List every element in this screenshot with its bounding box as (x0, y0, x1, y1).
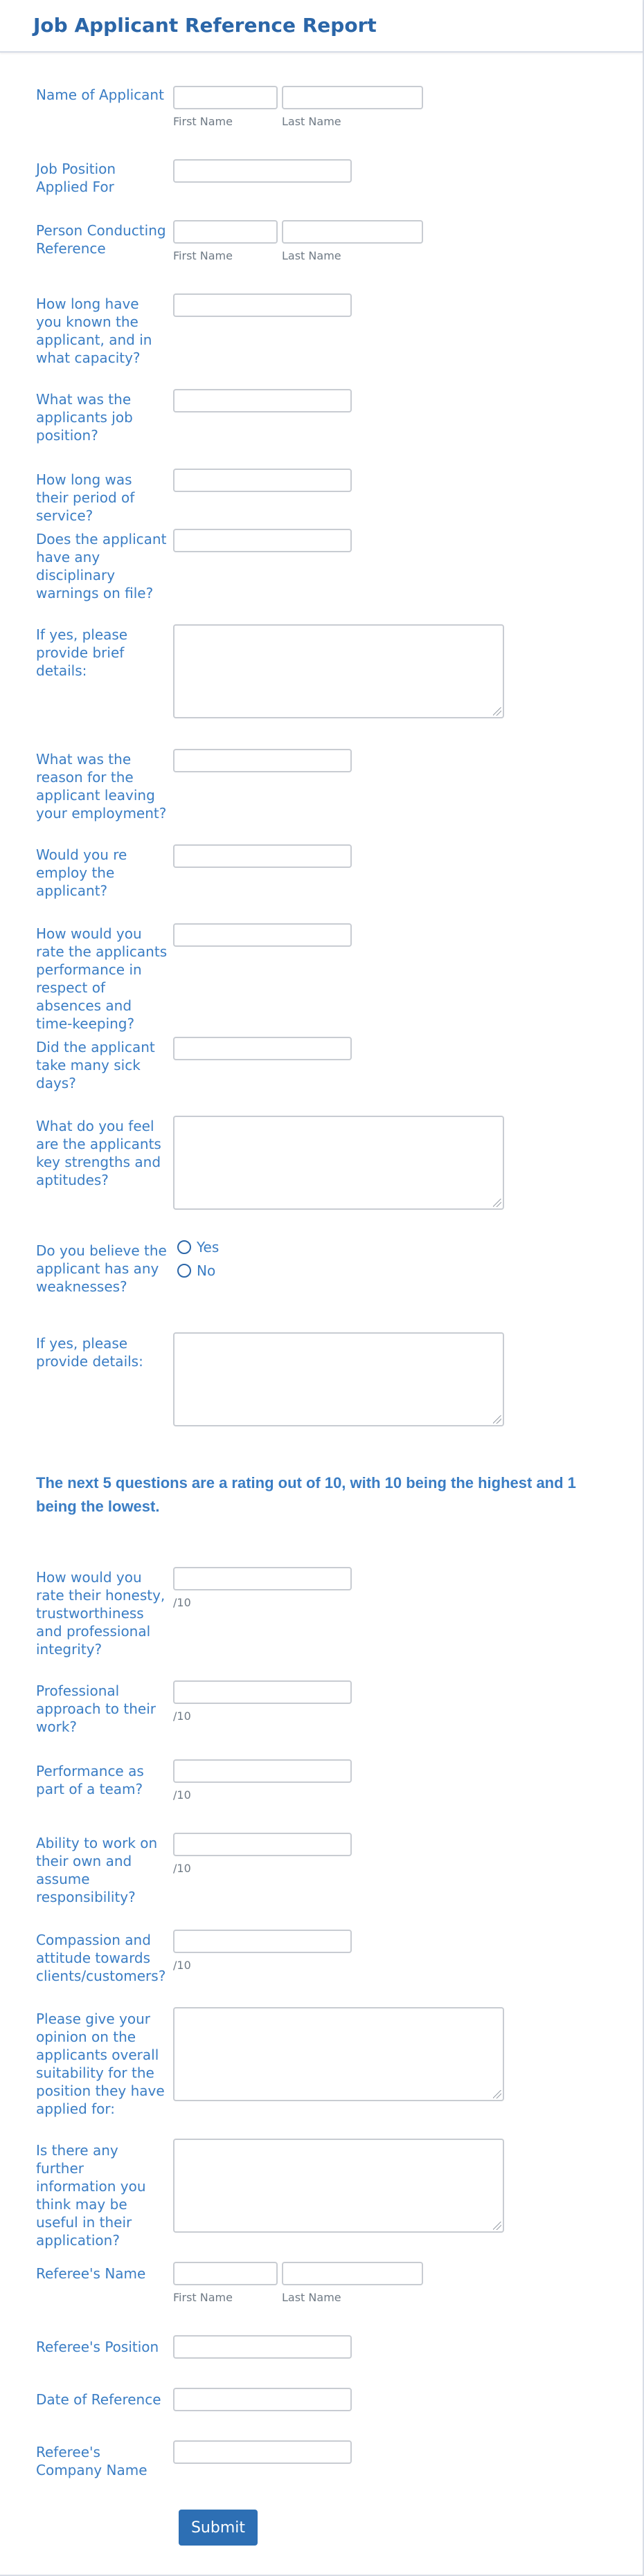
radio-yes[interactable] (177, 1240, 191, 1254)
conductor-last-name-sublabel: Last Name (282, 249, 341, 262)
radio-no-label: No (197, 1262, 216, 1279)
reference-date-label: Date of Reference (36, 2391, 161, 2408)
further-info-textarea[interactable] (173, 2139, 504, 2233)
radio-yes-label: Yes (197, 1239, 220, 1255)
applicant-first-name-input[interactable] (173, 86, 278, 109)
warnings-details-textarea[interactable] (173, 624, 504, 718)
re-employ-input[interactable] (173, 844, 352, 868)
referee-last-name-input[interactable] (282, 2262, 423, 2285)
applicant-job-position-label: What was the applicants job position? (36, 391, 133, 444)
professional-approach-label: Professional approach to their work? (36, 1682, 156, 1735)
conductor-last-name-input[interactable] (282, 220, 423, 244)
applicant-last-name-sublabel: Last Name (282, 115, 341, 128)
compassion-label: Compassion and attitude towards clients/customers? (36, 1932, 166, 1984)
weaknesses-details-label: If yes, please provide details: (36, 1335, 143, 1370)
job-position-label: Job Position Applied For (36, 161, 116, 195)
referee-company-input[interactable] (173, 2440, 352, 2464)
disciplinary-warnings-input[interactable] (173, 529, 352, 552)
person-conducting-label: Person Conducting Reference (36, 222, 166, 257)
honesty-out-of-ten: /10 (173, 1596, 191, 1609)
job-position-input[interactable] (173, 159, 352, 183)
reference-date-input[interactable] (173, 2388, 352, 2411)
professional-approach-out-of-ten: /10 (173, 1709, 191, 1723)
honesty-label: How would you rate their honesty, trustworthiness and professional integrity? (36, 1569, 166, 1658)
referee-position-input[interactable] (173, 2335, 352, 2359)
warnings-details-label: If yes, please provide brief details: (36, 626, 128, 679)
referee-first-name-sublabel: First Name (173, 2291, 233, 2304)
page-title: Job Applicant Reference Report (33, 14, 377, 37)
resize-grip-icon[interactable] (493, 1199, 501, 1207)
applicant-name-label: Name of Applicant (36, 87, 164, 103)
applicant-last-name-input[interactable] (282, 86, 423, 109)
disciplinary-warnings-label: Does the applicant have any disciplinary warnings on file? (36, 531, 167, 601)
resize-grip-icon[interactable] (493, 1415, 501, 1424)
form-header (0, 0, 643, 53)
absences-rating-label: How would you rate the applicants performance in respect of absences and time-keeping? (36, 925, 168, 1032)
sick-days-input[interactable] (173, 1037, 352, 1060)
team-performance-out-of-ten: /10 (173, 1788, 191, 1802)
applicant-first-name-sublabel: First Name (173, 115, 233, 128)
referee-position-label: Referee's Position (36, 2339, 159, 2355)
professional-approach-input[interactable] (173, 1680, 352, 1704)
radio-no[interactable] (177, 1264, 191, 1278)
weakness-no-option[interactable] (177, 1262, 215, 1280)
referee-last-name-sublabel: Last Name (282, 2291, 341, 2304)
work-alone-out-of-ten: /10 (173, 1862, 191, 1875)
work-alone-input[interactable] (173, 1833, 352, 1856)
resize-grip-icon[interactable] (493, 2222, 501, 2230)
re-employ-label: Would you re employ the applicant? (36, 846, 127, 899)
sick-days-label: Did the applicant take many sick days? (36, 1039, 155, 1091)
reason-leaving-input[interactable] (173, 749, 352, 772)
applicant-job-position-input[interactable] (173, 389, 352, 412)
period-of-service-input[interactable] (173, 469, 352, 492)
conductor-first-name-input[interactable] (173, 220, 278, 244)
rating-notice: The next 5 questions are a rating out of 10, with 10 being the highest and 1 being the lowest. (36, 1474, 576, 1515)
resize-grip-icon[interactable] (493, 2090, 501, 2098)
submit-button[interactable]: Submit (179, 2510, 258, 2546)
weaknesses-details-textarea[interactable] (173, 1332, 504, 1426)
absences-rating-input[interactable] (173, 923, 352, 947)
strengths-label: What do you feel are the applicants key strengths and aptitudes? (36, 1118, 161, 1188)
weaknesses-label: Do you believe the applicant has any weaknesses? (36, 1242, 167, 1295)
work-alone-label: Ability to work on their own and assume responsibility? (36, 1835, 158, 1905)
conductor-first-name-sublabel: First Name (173, 249, 233, 262)
known-how-long-label: How long have you known the applicant, and in what capacity? (36, 296, 152, 366)
suitability-label: Please give your opinion on the applicants overall suitability for the position they have applied for: (36, 2011, 165, 2117)
resize-grip-icon[interactable] (493, 707, 501, 716)
compassion-input[interactable] (173, 1930, 352, 1953)
period-of-service-label: How long was their period of service? (36, 471, 135, 524)
weakness-yes-option[interactable] (177, 1238, 219, 1256)
honesty-input[interactable] (173, 1567, 352, 1590)
team-performance-input[interactable] (173, 1759, 352, 1783)
reason-leaving-label: What was the reason for the applicant leaving your employment? (36, 751, 167, 822)
referee-first-name-input[interactable] (173, 2262, 278, 2285)
referee-name-label: Referee's Name (36, 2265, 146, 2282)
compassion-out-of-ten: /10 (173, 1959, 191, 1972)
team-performance-label: Performance as part of a team? (36, 1763, 144, 1797)
referee-company-label: Referee's Company Name (36, 2444, 147, 2478)
known-how-long-input[interactable] (173, 293, 352, 317)
strengths-textarea[interactable] (173, 1116, 504, 1210)
suitability-textarea[interactable] (173, 2007, 504, 2101)
further-info-label: Is there any further information you think may be useful in their application? (36, 2142, 146, 2249)
